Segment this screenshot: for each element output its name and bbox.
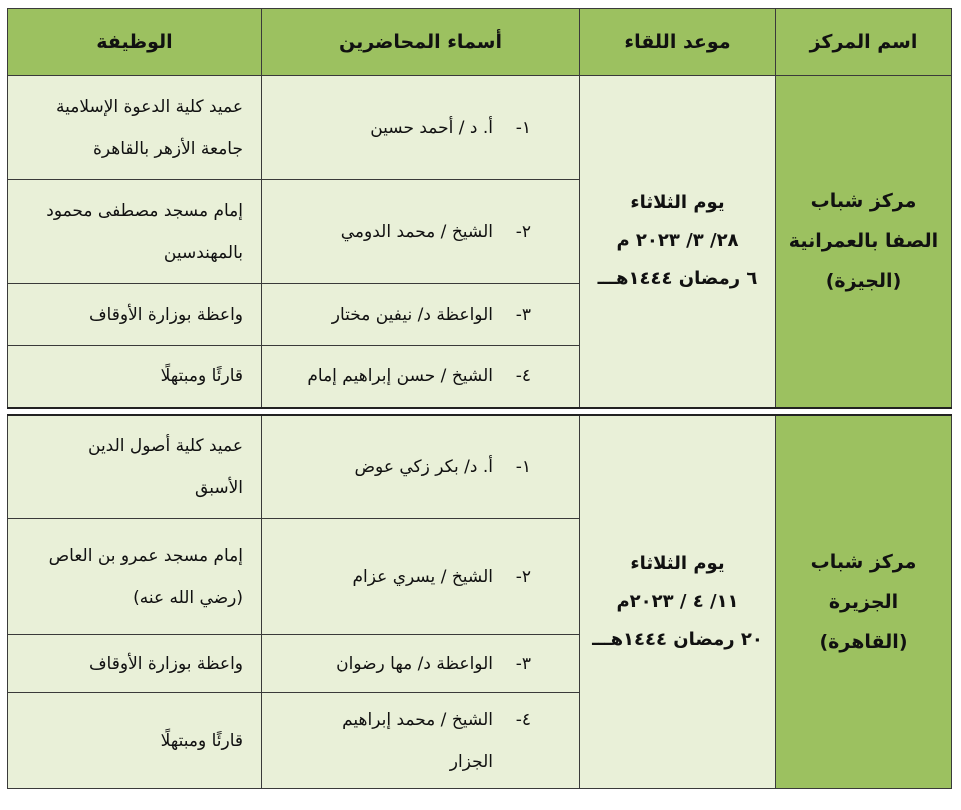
lecturer-name: أ. د / أحمد حسين: [370, 117, 493, 138]
lecturer-name: الواعظة د/ نيفين مختار: [331, 304, 493, 325]
center-name-line: مركز شباب: [810, 190, 917, 213]
role-text: قارئًا ومبتهلًا: [160, 730, 243, 751]
row-number: ١-: [515, 456, 531, 477]
lecturer-name: الشيخ / حسن إبراهيم إمام: [307, 366, 493, 387]
center-name-line: الجزيرة (القاهرة): [819, 590, 908, 653]
role-text: بالمهندسين: [163, 242, 243, 263]
section-separator: [8, 408, 952, 415]
date-cell: [580, 76, 776, 408]
center-cell: [776, 76, 952, 408]
center-location: (الجيزة): [825, 270, 902, 293]
center-name-line: الصفا بالعمرانية: [788, 230, 939, 253]
row-number: ٢-: [515, 221, 531, 242]
header-center: اسم المركز: [776, 9, 952, 76]
role-text: واعظة بوزارة الأوقاف: [88, 653, 243, 674]
row-number: ٤-: [515, 709, 531, 730]
date-cell: [580, 415, 776, 789]
date-day: يوم الثلاثاء: [630, 192, 725, 214]
role-text: قارئًا ومبتهلًا: [160, 366, 243, 387]
lecturer-name: الشيخ / محمد إبراهيم: [342, 709, 493, 730]
role-cell: [8, 415, 262, 519]
lecturer-name-cell: [262, 635, 580, 693]
lecturer-name: أ. د/ بكر زكي عوض: [354, 456, 493, 477]
lecturer-name-line2: الجزار: [449, 751, 493, 772]
lecturer-name: الشيخ / يسري عزام: [352, 566, 493, 587]
role-text: إمام مسجد مصطفى محمود: [46, 200, 243, 221]
schedule-container: [8, 8, 952, 789]
lecturer-name-cell: [262, 693, 580, 789]
role-cell: [8, 76, 262, 180]
date-day: يوم الثلاثاء: [630, 552, 725, 574]
date-hijri: ٢٠ رمضان ١٤٤٤هـــ: [592, 628, 763, 650]
header-role: الوظيفة: [8, 9, 262, 76]
row-number: ٣-: [515, 653, 531, 674]
schedule-table: [7, 8, 952, 789]
lecturer-name: الواعظة د/ مها رضوان: [336, 653, 493, 674]
lecturer-name: الشيخ / محمد الدومي: [340, 221, 493, 242]
row-number: ٣-: [515, 304, 531, 325]
role-text: (رضي الله عنه): [133, 587, 243, 608]
role-cell: [8, 284, 262, 346]
role-cell: [8, 693, 262, 789]
date-gregorian: ٢٨/ ٣/ ٢٠٢٣ م: [616, 230, 739, 252]
role-text: عميد كلية الدعوة الإسلامية: [55, 96, 243, 117]
role-cell: [8, 635, 262, 693]
row-number: ٤-: [515, 366, 531, 387]
center-name-line: مركز شباب: [810, 550, 917, 573]
lecturer-name-cell: [262, 284, 580, 346]
role-text: إمام مسجد عمرو بن العاص: [48, 545, 243, 566]
role-text: الأسبق: [195, 477, 243, 498]
role-cell: [8, 519, 262, 635]
row-number: ٢-: [515, 566, 531, 587]
role-text: عميد كلية أصول الدين: [88, 435, 243, 456]
header-row: [8, 9, 952, 76]
role-cell: [8, 180, 262, 284]
lecturer-name-cell: [262, 346, 580, 408]
date-hijri: ٦ رمضان ١٤٤٤هـــ: [597, 268, 758, 290]
role-cell: [8, 346, 262, 408]
row-number: ١-: [515, 117, 531, 138]
role-text: واعظة بوزارة الأوقاف: [88, 304, 243, 325]
lecturer-name-cell: [262, 76, 580, 180]
header-date: موعد اللقاء: [580, 9, 776, 76]
lecturer-name-cell: [262, 180, 580, 284]
table-row: [8, 76, 952, 180]
lecturer-name-cell: [262, 415, 580, 519]
table-row: [8, 415, 952, 519]
header-names: أسماء المحاضرين: [262, 9, 580, 76]
lecturer-name-cell: [262, 519, 580, 635]
role-text: جامعة الأزهر بالقاهرة: [92, 138, 243, 159]
center-cell: [776, 415, 952, 789]
separator-cell: [8, 408, 952, 415]
date-gregorian: ١١/ ٤ / ٢٠٢٣م: [616, 590, 739, 612]
